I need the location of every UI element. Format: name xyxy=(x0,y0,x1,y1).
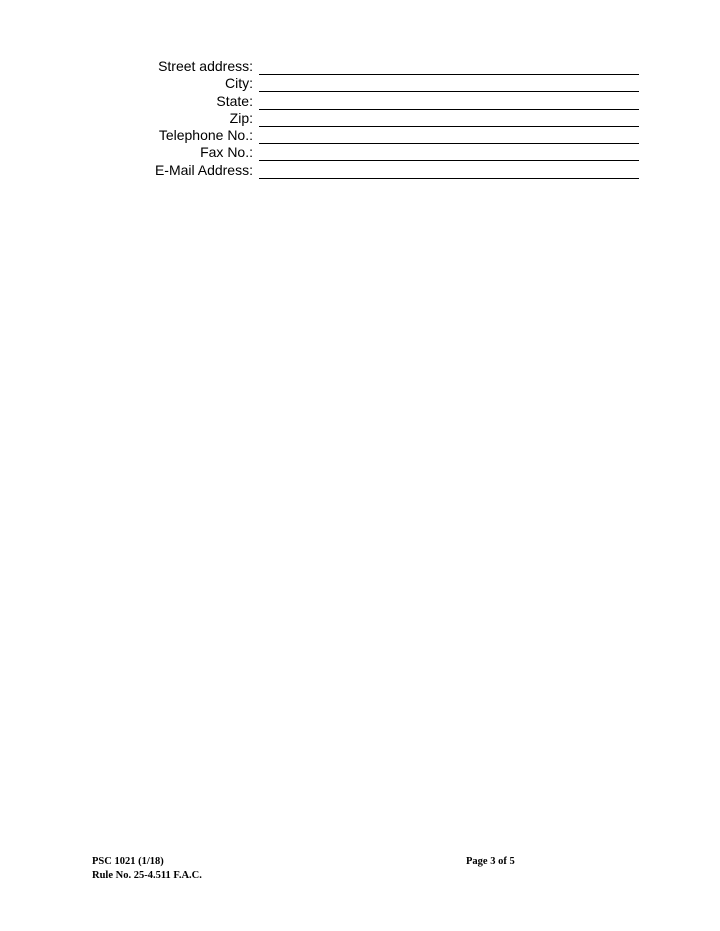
state-row xyxy=(0,93,720,110)
zip-label: Zip: xyxy=(229,109,253,126)
form-number: PSC 1021 (1/18) xyxy=(92,856,164,867)
rule-number: Rule No. 25-4.511 F.A.C. xyxy=(92,870,202,881)
email-row xyxy=(0,162,720,179)
state-label: State: xyxy=(216,92,253,109)
contact-form xyxy=(0,58,720,179)
page-number: Page 3 of 5 xyxy=(466,856,515,867)
telephone-label: Telephone No.: xyxy=(158,127,253,144)
email-field[interactable] xyxy=(259,178,639,179)
city-label: City: xyxy=(225,75,253,92)
street-address-label: Street address: xyxy=(158,58,253,74)
telephone-row xyxy=(0,127,720,144)
email-label: E-Mail Address: xyxy=(154,161,253,178)
zip-row xyxy=(0,110,720,127)
fax-label: Fax No.: xyxy=(200,144,253,161)
city-row xyxy=(0,75,720,92)
street-address-row xyxy=(0,58,720,75)
fax-row xyxy=(0,144,720,161)
footer-form-info xyxy=(92,855,202,883)
